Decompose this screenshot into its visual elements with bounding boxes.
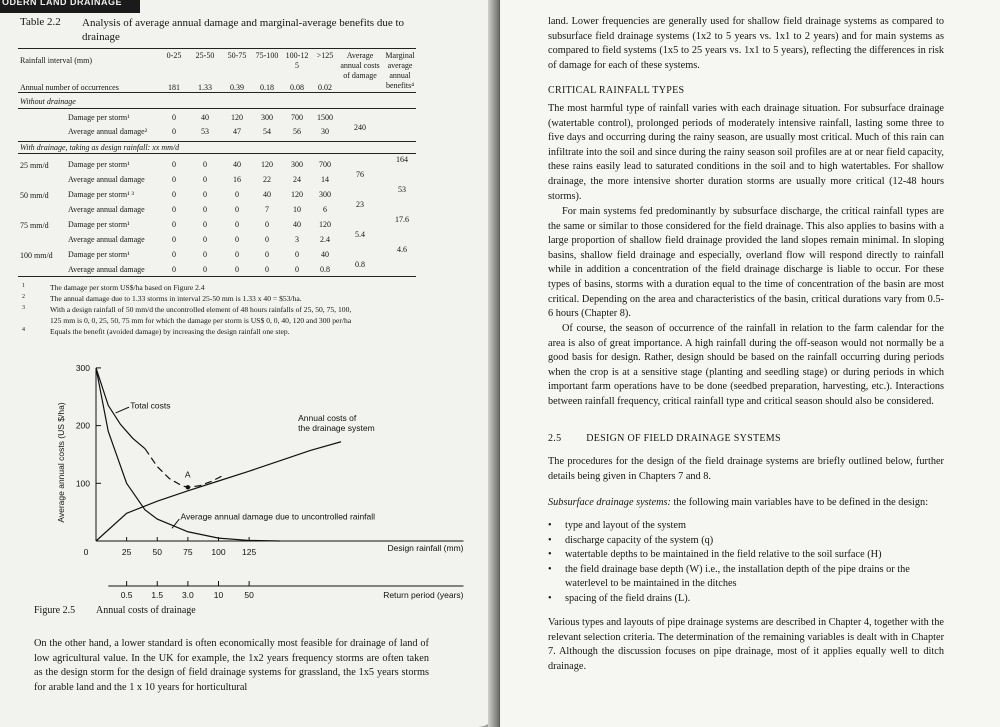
row-label: Average annual damage — [68, 175, 145, 184]
col-header: 100-125 — [285, 51, 309, 70]
total-costs-leader — [116, 407, 129, 413]
section-heading: Without drainage — [20, 97, 76, 106]
section-title: DESIGN OF FIELD DRAINAGE SYSTEMS — [586, 433, 781, 444]
paragraph-subsurface: Subsurface drainage systems: the following main variables have to be defined in the design: — [548, 497, 929, 508]
table-cell: 0 — [265, 250, 269, 259]
table-cell: 40 — [263, 190, 271, 199]
table-cell: 0 — [235, 220, 239, 229]
paragraph: For main systems fed predominantly by subsurface discharge, the critical rainfall types are the same or similar to those considered for the field drainage. This also applies to basins with a large proportion of shallow field drainage provided the land slopes remain minimal. In sloping basins, shallow field drainage and especially, overland flow will respond directly to rainfall while in addition a concentration of the field drainage discharge is liable to occur. For these types of basins, storms with a duration equal to the time of concentration of the basin are most critical. Depending on the area and characteristics of the basin, critical durations vary from 0.5-6 hours (Chapter 8). — [548, 206, 944, 320]
section-number: 2.5 — [548, 433, 562, 444]
design-rainfall-label: 75 mm/d — [20, 221, 49, 230]
table-cell: 0 — [203, 205, 207, 214]
x-tick-label: 100 — [211, 547, 226, 557]
table-cell: 0 — [203, 265, 207, 274]
section-heading: With drainage, taking as design rainfall: xx mm/d — [20, 143, 180, 152]
footnote-text: The damage per storm US$/ha based on Figure 2.4 — [50, 283, 205, 292]
table-cell: 700 — [319, 160, 331, 169]
table-cell: 300 — [291, 160, 303, 169]
bullet-icon: • — [548, 592, 552, 604]
table-cell: 10 — [293, 205, 301, 214]
row-label: Damage per storm¹ ³ — [68, 190, 134, 199]
col-header-interval: Rainfall interval (mm) — [20, 56, 92, 65]
return-period-tick-label: 10 — [213, 590, 224, 600]
subheading-critical-rainfall: CRITICAL RAINFALL TYPES — [548, 85, 685, 96]
col-header: 25-50 — [195, 51, 215, 60]
table-cell: 0 — [172, 190, 176, 199]
table-cell: 0 — [172, 160, 176, 169]
row-label: Damage per storm¹ — [68, 250, 130, 259]
return-period-tick-label: 0.5 — [120, 590, 133, 600]
table-caption: Analysis of average annual damage and marginal-average benefits due to drainage — [82, 17, 405, 43]
paragraph: Of course, the season of occurrence of the rainfall in relation to the farm calendar for the area is also of great importance. A high rainfall during the off-season would not normally be a good basis for design. Rather, design should be based on the rainfall occurring during periods when the crop is at a sensitive stage (planting and seedling stage) or during periods in which important farm operations have to be done (seedbed preparation, harvesting, etc.). Interactions between rainfall frequency, critical rainfall type and critical season should also be considered. — [548, 323, 944, 407]
list-item — [548, 592, 944, 607]
table-cell: 3 — [295, 235, 299, 244]
bullet-icon: • — [548, 534, 552, 546]
table-cell: 0 — [172, 235, 176, 244]
y-tick-label: 200 — [75, 420, 90, 431]
table-cell: 0.8 — [320, 265, 330, 274]
table-cell: 40 — [233, 160, 241, 169]
row-label: Average annual damage — [68, 205, 145, 214]
marginal-benefit-cell: 4.6 — [397, 245, 407, 254]
footnote-text: 125 mm is 0, 0, 25, 50, 75 mm for which the damage per storm is US$ 0, 0, 40, 120 and 300 per/ha — [50, 316, 352, 325]
table-cell: 0 — [203, 220, 207, 229]
row-label: Damage per storm¹ — [68, 160, 130, 169]
row-label: Average annual damage — [68, 235, 145, 244]
table-cell: 0 — [203, 175, 207, 184]
total-costs-dashed-line — [145, 449, 225, 488]
table-cell: 0 — [203, 160, 207, 169]
list-item-text: the field drainage base depth (W) i.e., the installation depth of the pipe drains or the waterlevel to be maintained in the ditches — [565, 563, 910, 590]
figure-title: Annual costs of drainage — [96, 605, 196, 616]
avg-annual-cost-cell: 76 — [356, 170, 364, 179]
bullet-icon: • — [548, 520, 552, 531]
right-page — [500, 0, 1000, 727]
table-cell: 24 — [293, 175, 301, 184]
subsurface-lead: Subsurface drainage systems: — [548, 497, 671, 508]
table-cell: 16 — [233, 175, 241, 184]
total-costs-label: Total costs — [130, 400, 171, 411]
table-cell: 0 — [235, 250, 239, 259]
design-rainfall-label: 50 mm/d — [20, 191, 49, 200]
return-period-tick-label: 1.5 — [151, 590, 164, 600]
table-cell: 0 — [295, 265, 299, 274]
x-tick-label: 50 — [152, 547, 162, 557]
col-header-average: Average annual costs of damage — [340, 51, 380, 80]
section-heading — [548, 433, 781, 444]
table-cell: 0 — [172, 175, 176, 184]
list-item-text: watertable depths to be maintained in the field relative to the soil surface (H) — [565, 549, 882, 561]
design-rainfall-label: 100 mm/d — [20, 251, 53, 260]
table-number: Table 2.2 — [20, 16, 61, 28]
x-tick-label: 25 — [121, 547, 132, 557]
return-period-label: Return period (years) — [383, 590, 464, 600]
row-label: Annual number of occurrences — [20, 83, 119, 92]
table-cell: 7 — [265, 205, 269, 214]
x-tick-label: 0 — [83, 547, 89, 557]
col-header: 50-75 — [227, 51, 247, 60]
table-cell: 120 — [319, 220, 331, 229]
table-cell: 0 — [265, 265, 269, 274]
figure-number: Figure 2.5 — [34, 605, 76, 616]
figure-caption — [34, 605, 196, 616]
table-cell: 0 — [172, 265, 176, 274]
table-cell: 0 — [203, 235, 207, 244]
paragraph: The most harmful type of rainfall varies with each drainage situation. For subsurface drainage (watertable control), prolonged periods of moderately intensive rainfall, lasting some three to five days and occurring during the rainy season, are usually most critical. Much of this rain can infiltrate into the soil and since during the rainy season soil profiles are at or near field capacity, these rains easily lead to saturated conditions in the soil and to high watertables. For shallow drainage, the more intensive shorter duration storms are usually more critical (12-48 hours storms). — [548, 103, 944, 202]
list-item-text: spacing of the field drains (L). — [565, 592, 691, 604]
marginal-benefit-cell: 164 — [396, 155, 408, 164]
bullet-icon: • — [548, 549, 552, 561]
table-cell: 0 — [172, 205, 176, 214]
row-label: Average annual damage — [68, 265, 145, 274]
col-header: 0-25 — [166, 51, 182, 60]
left-paragraph: On the other hand, a lower standard is often economically most feasible for drainage of land of low agricultural value. In the UK for example, the 1x2 years frequency storms are often taken as the design storm for the design of field drainage systems for grassland, the 1x5 years storms for arable land and the 1 x 10 years for horticultural — [34, 638, 429, 693]
table-cell: 0 — [295, 250, 299, 259]
avg-annual-cost-cell: 0.8 — [355, 260, 365, 269]
list-item — [548, 534, 944, 549]
list-item — [548, 563, 944, 592]
footnote-text: The annual damage due to 1.33 storms in interval 25-50 mm is 1.33 x 40 = $53/ha. — [50, 294, 302, 303]
table-cell: 0 — [235, 190, 239, 199]
x-tick-label: 125 — [242, 547, 257, 557]
col-header: 75-100 — [255, 51, 279, 60]
row-label: Damage per storm¹ — [68, 220, 130, 229]
table-cell: 0 — [172, 220, 176, 229]
design-rainfall-label: 25 mm/d — [20, 161, 49, 170]
table-cell: 120 — [261, 160, 273, 169]
list-item-text: type and layout of the system — [565, 520, 686, 531]
optimum-point-label: A — [184, 469, 191, 480]
bullet-icon: • — [548, 563, 552, 575]
left-page: ODERN LAND DRAINAGE Table 2.2 Analysis of average annual damage and marginal-average benefits due to drainage Rainfall interval (mm) 0-25 25-50 50-75 75-100 100-125 >125 Average annual costs of damage Marginal average annual benefits⁴ Annual number of occurrences 181 1.33 0.39 0.18 0.08 0.02 Without drainage Damage per storm¹ 0 40 120 300 700 1500 Average annual damage² 0 53 47 54 56 30 240 With drainage, taking as design rainfall: xx mm/d 25 mm/d Damage per storm¹ 0 0 40 120 300 700 164 Average annual damage 0 0 16 22 24 14 76 50 mm/d Damage per storm¹ ³ 0 0 0 40 120 300 53 Average annual damage 0 0 0 7 10 6 23 75 mm/d Damage per storm¹ 0 0 0 0 40 120 17.6 Average annual damage 0 0 0 0 3 2.4 5.4 100 mm/d Damage per storm¹ 0 0 0 0 0 40 4.6 Average annual damage 0 0 0 0 0 0.8 0.8 1 The damage per storm US$/ha based on Figure 2.4 2 The annual damage due to 1.33 storms in interval 25-50 mm is 1.33 x 40 = $53/ha. 3 With a design rainfall of 50 mm/d the uncontrolled element of 48 hours rainfalls of 25, 50, 75, 100, 125 mm is 0, 0, 25, 50, 75 mm for which the damage per storm is US$ 0, 0, 40, 120 and 300 per/ha 4 Equals the benefit (avoided damage) by increasing the design rainfall one step. 100 200 300 0 25 50 75 100 125 Design rainfall (mm) 0.5 1.5 3.0 10 50 Return period (years) Average annual costs (US $/ha) A Total costs Annual costs of the drainage system Average annual damage due to uncontrolled rainfall Figure 2.5 Annual costs of drainage On the other hand, a lower standard is often economically most feasible for drainage of land of low agricultural value. In the UK for example, the 1x2 years frequency storms are often taken as the design storm for the design of field drainage systems for grassland, the 1x5 years storms for arable land and the 1 x 10 years for horticultural — [0, 0, 496, 727]
footnote-mark: 3 — [22, 305, 25, 311]
table-cell: 40 — [321, 250, 329, 259]
table-cell: 0 — [235, 205, 239, 214]
table-cell: 22 — [263, 175, 271, 184]
paragraph: land. Lower frequencies are generally used for shallow field drainage systems as compared to subsurface field drainage systems (1x2 to 5 years vs. 1x1 to 2 years) and for main systems as compared to field systems (1x5 to 25 years vs. 1x1 to 5 years), reflecting the differences in risk of damage for each of these systems. — [548, 16, 944, 71]
footnote-text: Equals the benefit (avoided damage) by increasing the design rainfall one step. — [50, 327, 290, 336]
variables-list — [548, 519, 944, 607]
table-cell: 0 — [235, 265, 239, 274]
table-cell: 14 — [321, 175, 329, 184]
table-cell: 0 — [203, 190, 207, 199]
y-tick-label: 100 — [75, 478, 90, 489]
marginal-benefit-cell: 53 — [398, 185, 406, 194]
table-cell: 40 — [293, 220, 301, 229]
table-cell: 0 — [172, 250, 176, 259]
x-axis-label: Design rainfall (mm) — [387, 543, 464, 553]
table-cell: 120 — [291, 190, 303, 199]
table-cell: 0 — [235, 235, 239, 244]
col-header-marginal: Marginal average annual benefits⁴ — [385, 51, 415, 90]
row-label: Damage per storm¹ — [68, 113, 130, 122]
table-cell: 300 — [319, 190, 331, 199]
list-item — [548, 519, 944, 534]
footnote-mark: 2 — [22, 294, 25, 300]
marginal-benefit-cell: 17.6 — [395, 215, 409, 224]
footnote-text: With a design rainfall of 50 mm/d the uncontrolled element of 48 hours rainfalls of 25, 50, 75, 100, — [50, 305, 352, 314]
running-head: ODERN LAND DRAINAGE — [0, 0, 140, 13]
list-item-text: discharge capacity of the system (q) — [565, 534, 714, 546]
table-cell: 0 — [265, 220, 269, 229]
paragraph: The procedures for the design of the field drainage systems are briefly outlined below, further details being given in Chapters 7 and 8. — [548, 456, 944, 482]
return-period-tick-label: 3.0 — [181, 590, 194, 600]
list-item — [548, 548, 944, 563]
footnote-mark: 4 — [22, 327, 25, 333]
figure-2-5-chart — [40, 358, 464, 603]
x-tick-label: 75 — [183, 547, 193, 557]
table-cell: 0 — [203, 250, 207, 259]
col-header: >125 — [316, 51, 334, 60]
footnote-mark: 1 — [22, 283, 25, 289]
avg-annual-cost-cell: 23 — [356, 200, 364, 209]
table-cell: 0 — [265, 235, 269, 244]
optimum-point-marker — [186, 485, 190, 489]
table-cell: 2.4 — [320, 235, 330, 244]
drainage-system-label: Annual costs of the drainage system — [298, 412, 375, 433]
y-axis-label: Average annual costs (US $/ha) — [56, 402, 66, 523]
y-tick-label: 300 — [75, 362, 90, 373]
row-label: Average annual damage² — [68, 127, 148, 136]
table-cell: 6 — [323, 205, 327, 214]
return-period-tick-label: 50 — [244, 590, 254, 600]
damage-label: Average annual damage due to uncontrolled rainfall — [180, 511, 376, 522]
avg-annual-cost-cell: 5.4 — [355, 230, 365, 239]
paragraph: Various types and layouts of pipe drainage systems are described in Chapter 4, together with the relevant selection criteria. The determination of the remaining variables is dealt with in Chapter 7. Although the discussion focuses on pipe drainage, most of it applies equally well to ditch drainage. — [548, 617, 944, 672]
